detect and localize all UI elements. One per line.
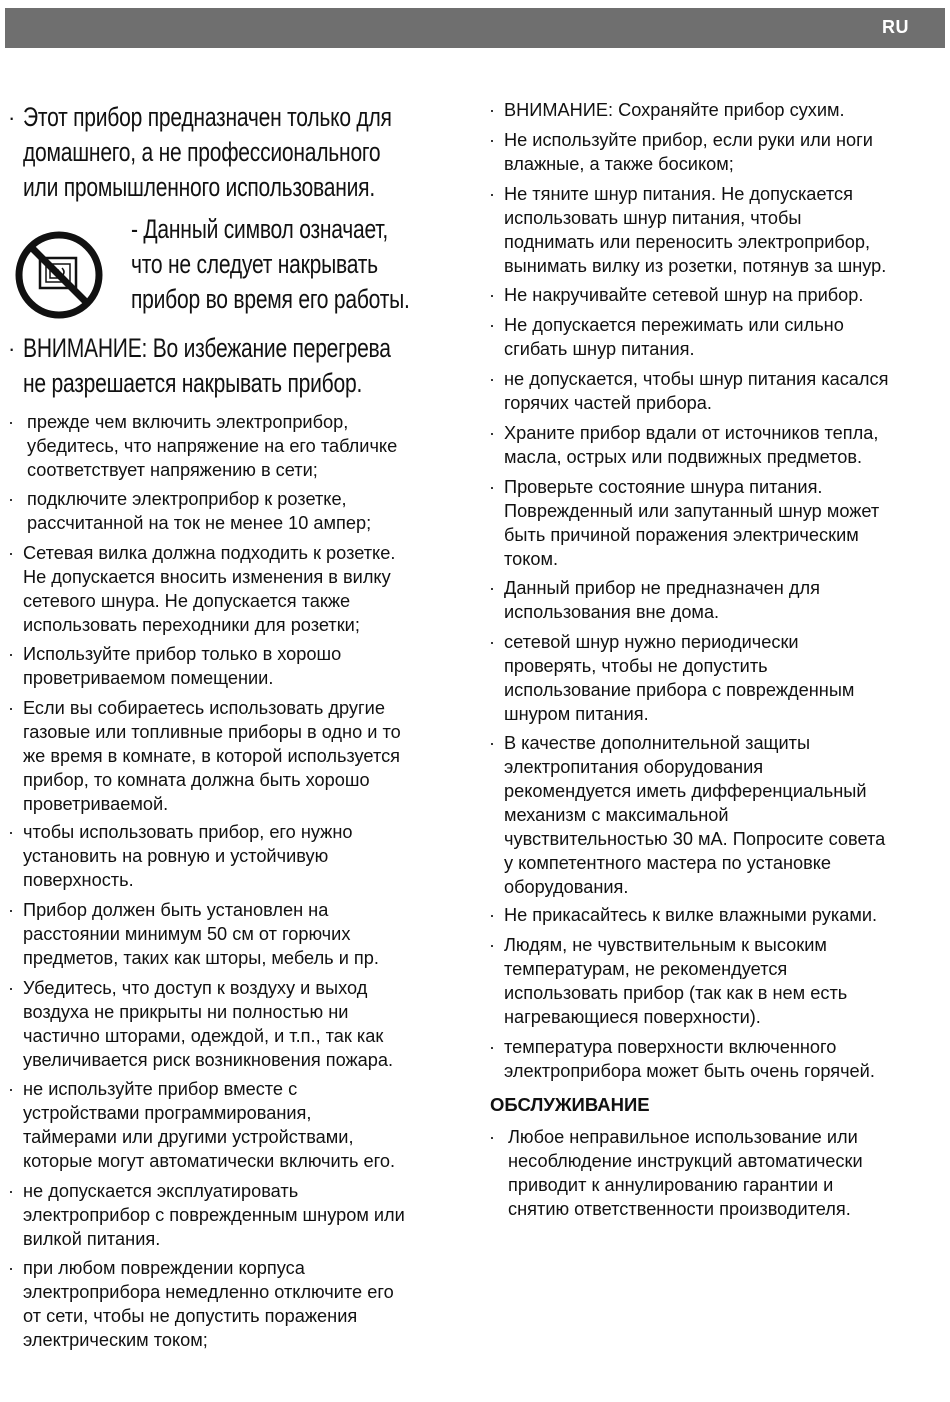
bullet-dot: · [8,644,14,664]
bullet-dot: · [489,100,495,120]
bullet-dot: · [489,477,495,497]
bullet-dot: · [8,412,14,432]
bullet-item [489,1125,863,1221]
bullet-dot: · [8,900,14,920]
bullet-dot: · [489,905,495,925]
bullet-item [489,128,873,176]
bullet-dot: · [489,369,495,389]
bullet-item [8,1256,394,1352]
header-bar [5,8,945,48]
bullet-item [489,576,820,624]
bullet-dot: · [489,184,495,204]
bullet-dot: · [8,489,14,509]
bullet-dot: · [489,130,495,150]
bullet-dot: · [8,698,14,718]
bullet-item [489,1035,875,1083]
bullet-dot: · [8,978,14,998]
bullet-item [489,933,847,1029]
bullet-item [489,903,877,927]
bullet-dot: · [489,1127,495,1147]
bullet-text: Не прикасайтесь к вилке влажными руками. [504,905,878,925]
bullet-text: Сетевая вилка должна подходить к розетке. Не допускается вносить изменения в вилку сетевого шнура. Не допускается также использовать переходники для розетки; [23,543,396,635]
bullet-item [8,410,397,482]
bullet-text: Если вы собираетесь использовать другие газовые или топливные приборы в одно и то же время в комнате, в которой используется прибор, то комната должна быть хорошо проветриваемой. [23,698,401,814]
bullet-text: Не тяните шнур питания. Не допускается использовать шнур питания, чтобы поднимать или переносить электроприбор, вынимать вилку из розетки, потянув за шнур. [504,184,887,276]
bullet-text: Прибор должен быть установлен на расстоянии минимум 50 см от горючих предметов, таких как шторы, мебель и пр. [23,900,379,968]
bullet-dot: · [489,285,495,305]
bullet-text: Проверьте состояние шнура питания. Поврежденный или запутанный шнур может быть причиной поражения электрическим током. [504,477,880,569]
bullet-text: В качестве дополнительной защиты электропитания оборудования рекомендуется иметь дифференциальный механизм с максимальной чувствительностью 30 мА. Попросите совета у компетентного мастера по установке оборудования. [504,733,886,897]
section-title-service: ОБСЛУЖИВАНИЕ [490,1094,650,1115]
bullet-dot: · [489,578,495,598]
bullet-text: подключите электроприбор к розетке, рассчитанной на ток не менее 10 ампер; [27,489,372,533]
bullet-dot: · [8,1079,14,1099]
bullet-text: сетевой шнур нужно периодически проверять, чтобы не допустить использование прибора с поврежденным шнуром питания. [504,632,855,724]
bullet-dot: · [489,315,495,335]
bullet-text: при любом повреждении корпуса электроприбора немедленно отключите его от сети, чтобы не допустить поражения электрическим током; [23,1258,394,1350]
bullet-item [8,696,401,816]
bullet-dot: · [489,423,495,443]
bullet-item [8,642,341,690]
bullet-text: Не используйте прибор, если руки или ноги влажные, а также босиком; [504,130,873,174]
bullet-item [489,475,879,571]
bullet-dot: · [489,733,495,753]
bullet-dot: · [489,632,495,652]
bullet-dot: · [8,336,16,361]
bullet-dot: · [489,1037,495,1057]
bullet-text: Используйте прибор только в хорошо проветриваемом помещении. [23,644,342,688]
bullet-text: Убедитесь, что доступ к воздуху и выход воздуха не прикрыты ни полностью ни частично шторами, одеждой, и т.п., так как увеличивается риск возникновения пожара. [23,978,394,1070]
bullet-item [8,487,371,535]
bullet-item [489,313,844,361]
bullet-dot: · [8,105,16,130]
bullet-text: температура поверхности включенного электроприбора может быть очень горячей. [504,1037,875,1081]
bullet-text: Данный прибор не предназначен для использования вне дома. [504,578,820,622]
bullet-item [489,283,863,307]
bullet-text: Храните прибор вдали от источников тепла, масла, острых или подвижных предметов. [504,423,879,467]
bullet-text: Людям, не чувствительным к высоким температурам, не рекомендуется использовать прибор (так как в нем есть нагревающиеся поверхности). [504,935,848,1027]
bullet-dot: · [8,543,14,563]
symbol-description: - Данный символ означает, что не следует накрывать прибор во время его работы. [131,214,410,314]
bullet-text: чтобы использовать прибор, его нужно установить на ровную и устойчивую поверхность. [23,822,353,890]
bullet-item [489,182,886,278]
bullet-item [8,541,395,637]
bullet-text: Не допускается пережимать или сильно сгибать шнур питания. [504,315,844,359]
bullet-text: не допускается, чтобы шнур питания касался горячих частей прибора. [504,369,889,413]
bullet-item [489,731,885,899]
bullet-text: Не накручивайте сетевой шнур на прибор. [504,285,864,305]
bullet-item [8,898,379,970]
bullet-item [489,421,878,469]
bullet-item [489,367,888,415]
bullet-dot: · [8,822,14,842]
bullet-text: Любое неправильное использование или несоблюдение инструкций автоматически приводит к аннулированию гарантии и снятию ответственности производителя. [508,1127,863,1219]
bullet-dot: · [8,1258,14,1278]
bullet-item [8,1077,395,1173]
bullet-text: ВНИМАНИЕ: Во избежание перегрева не разрешается накрывать прибор. [23,333,391,398]
bullet-text: прежде чем включить электроприбор, убедитесь, что напряжение на его табличке соответствует напряжению в сети; [27,412,398,480]
bullet-text: Этот прибор предназначен только для домашнего, а не профессионального или промышленного использования. [23,102,392,202]
bullet-item [489,98,845,122]
bullet-item [8,976,393,1072]
bullet-dot: · [489,935,495,955]
bullet-text: не допускается эксплуатировать электроприбор с поврежденным шнуром или вилкой питания. [23,1181,405,1249]
bullet-item [8,820,353,892]
language-label: RU [882,17,909,37]
bullet-item [489,630,854,726]
do-not-cover-icon [14,230,104,320]
bullet-item [8,1179,405,1251]
bullet-text: не используйте прибор вместе с устройствами программирования, таймерами или другими устройствами, которые могут автоматически включить его. [23,1079,396,1171]
bullet-text: ВНИМАНИЕ: Сохраняйте прибор сухим. [504,100,845,120]
bullet-dot: · [8,1181,14,1201]
